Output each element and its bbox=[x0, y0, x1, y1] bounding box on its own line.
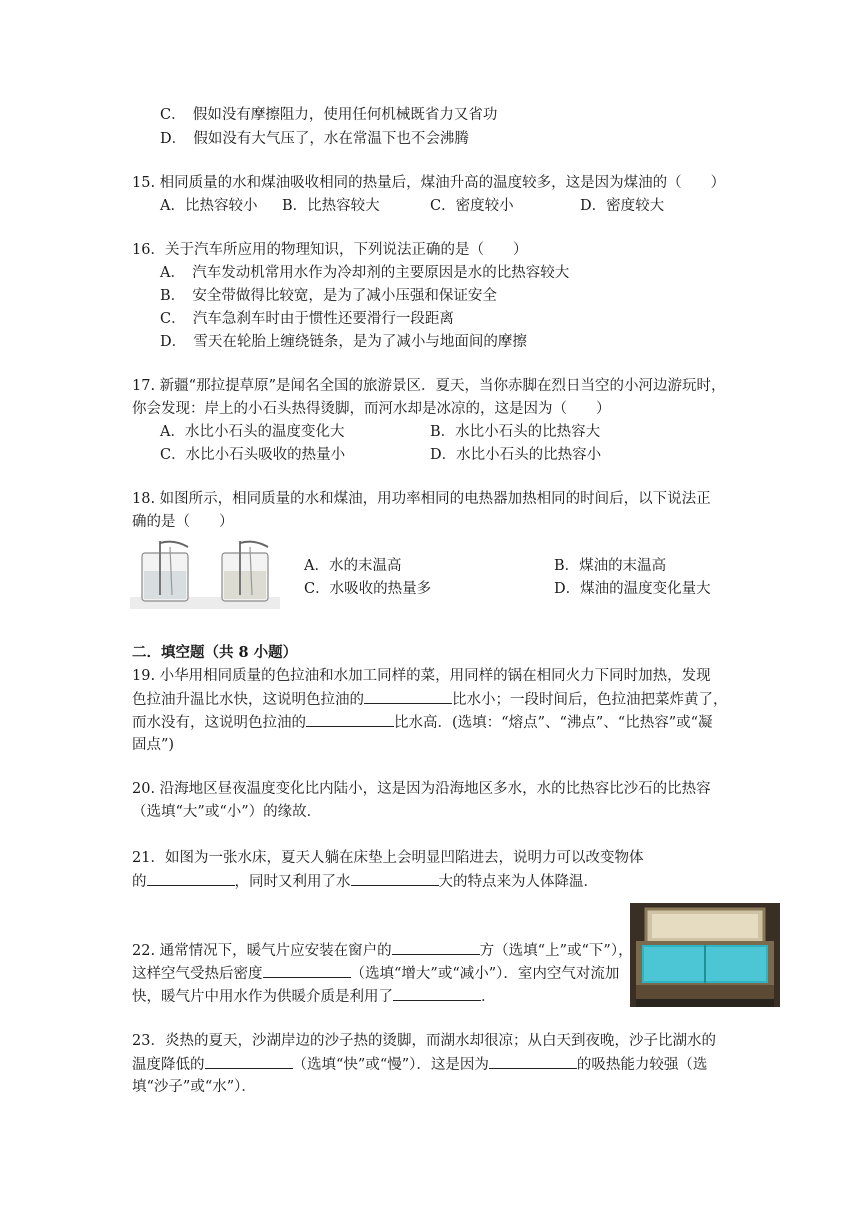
q17-option-b: B．水比小石头的比热容大 bbox=[430, 424, 601, 440]
q22-line2-b: （选填“增大”或“减小”）．室内空气对流加 bbox=[350, 966, 620, 982]
q19-line3-b: 比水高．(选填：“熔点”、“沸点”、“比热容”或“凝 bbox=[394, 715, 713, 731]
q23-line2-a: 温度降低的 bbox=[132, 1057, 205, 1073]
q19-blank-1[interactable] bbox=[364, 689, 452, 704]
q22-blank-2[interactable] bbox=[263, 963, 351, 978]
q22-blank-1[interactable] bbox=[392, 940, 480, 955]
q22-line3 bbox=[132, 986, 496, 1007]
q23-line2 bbox=[132, 1054, 707, 1075]
q17-option-d: D．水比小石头的比热容小 bbox=[430, 447, 602, 463]
q16-option-a: A． 汽车发动机常用水作为冷却剂的主要原因是水的比热容较大 bbox=[160, 265, 570, 281]
q23-line2-b: （选填“快”或“慢”）．这是因为 bbox=[292, 1057, 489, 1073]
q14-option-c: C． 假如没有摩擦阻力，使用任何机械既省力又省功 bbox=[160, 107, 498, 123]
section-2-title: 二．填空题（共 8 小题） bbox=[132, 644, 298, 661]
q15-option-a: A．比热容较小 bbox=[160, 198, 258, 214]
q17-stem-line2: 你会发现：岸上的小石头热得烫脚，而河水却是冰凉的，这是因为（ ） bbox=[132, 401, 611, 417]
q19-line3 bbox=[132, 712, 713, 733]
q16-option-d: D． 雪天在轮胎上缠绕链条，是为了减小与地面间的摩擦 bbox=[160, 334, 527, 350]
q18-option-b: B．煤油的末温高 bbox=[554, 558, 667, 574]
q16-option-c: C． 汽车急刹车时由于惯性还要滑行一段距离 bbox=[160, 311, 454, 327]
q15-option-d: D．密度较大 bbox=[580, 198, 665, 214]
q16-stem: 16．关于汽车所应用的物理知识，下列说法正确的是（ ） bbox=[132, 242, 528, 258]
q22-line1 bbox=[132, 940, 633, 961]
q19-line2 bbox=[132, 689, 728, 710]
q17-stem-line1: 17. 新疆“那拉提草原”是闻名全国的旅游景区．夏天，当你赤脚在烈日当空的小河边游玩时， bbox=[132, 378, 726, 394]
q19-line1: 19. 小华用相同质量的色拉油和水加工同样的菜，用同样的锅在相同火力下同时加热，发现 bbox=[132, 668, 711, 684]
q14-option-d: D． 假如没有大气压了，水在常温下也不会沸腾 bbox=[160, 131, 469, 147]
q21-line2-a: 的 bbox=[132, 874, 147, 890]
oil-beaker bbox=[222, 541, 268, 601]
q22-line3-b: ． bbox=[481, 989, 496, 1005]
water-bed-illustration bbox=[630, 903, 780, 1007]
q21-line1: 21．如图为一张水床，夏天人躺在床垫上会明显凹陷进去，说明力可以改变物体 bbox=[132, 850, 644, 866]
q23-line2-c: 的吸热能力较强（选 bbox=[576, 1057, 708, 1073]
q19-line2-b: 比水小；一段时间后，色拉油把菜炸黄了， bbox=[452, 692, 728, 708]
q22-blank-3[interactable] bbox=[393, 986, 481, 1001]
q18-option-c: C．水吸收的热量多 bbox=[304, 581, 432, 597]
q19-blank-2[interactable] bbox=[306, 712, 394, 727]
q19-line4: 固点”) bbox=[132, 737, 175, 753]
q21-line2 bbox=[132, 871, 598, 892]
q15-option-c: C．密度较小 bbox=[430, 198, 514, 214]
beakers-illustration bbox=[130, 537, 280, 609]
q23-blank-2[interactable] bbox=[489, 1054, 577, 1069]
q22-line2-a: 这样空气受热后密度 bbox=[132, 966, 263, 982]
q22-line3-a: 快，暖气片中用水作为供暖介质是利用了 bbox=[132, 989, 393, 1005]
q20-line2: （选填“大”或“小”）的缘故． bbox=[132, 804, 322, 820]
q22-line1-a: 22. 通常情况下，暖气片应安装在窗户的 bbox=[132, 943, 392, 959]
q18-stem-line1: 18. 如图所示，相同质量的水和煤油，用功率相同的电热器加热相同的时间后，以下说法正 bbox=[132, 491, 711, 507]
q17-option-a: A．水比小石头的温度变化大 bbox=[160, 424, 345, 440]
q21-line2-b: ，同时又利用了水 bbox=[234, 874, 351, 890]
q21-blank-1[interactable] bbox=[147, 871, 235, 886]
q19-line2-a: 色拉油升温比水快，这说明色拉油的 bbox=[132, 692, 364, 708]
beakers-figure bbox=[130, 537, 280, 609]
q18-option-a: A．水的末温高 bbox=[304, 558, 402, 574]
q23-line3: 填“沙子”或“水”）． bbox=[132, 1079, 256, 1095]
q15-stem: 15. 相同质量的水和煤油吸收相同的热量后，煤油升高的温度较多，这是因为煤油的（ ） bbox=[132, 175, 726, 191]
q16-option-b: B． 安全带做得比较宽，是为了减小压强和保证安全 bbox=[160, 288, 497, 304]
q18-stem-line2: 确的是（ ） bbox=[132, 514, 234, 530]
q20-line1: 20. 沿海地区昼夜温度变化比内陆小，这是因为沿海地区多水，水的比热容比沙石的比热容 bbox=[132, 781, 711, 797]
q22-line2 bbox=[132, 963, 619, 984]
q19-line3-a: 而水没有，这说明色拉油的 bbox=[132, 715, 306, 731]
water-bed-image bbox=[630, 903, 780, 1007]
q15-option-b: B．比热容较大 bbox=[282, 198, 380, 214]
q23-blank-1[interactable] bbox=[205, 1054, 293, 1069]
water-beaker bbox=[142, 541, 188, 601]
q21-line2-c: 大的特点来为人体降温． bbox=[438, 874, 598, 890]
q21-blank-2[interactable] bbox=[351, 871, 439, 886]
q23-line1: 23．炎热的夏天，沙湖岸边的沙子热的烫脚，而湖水却很凉；从白天到夜晚，沙子比湖水的 bbox=[132, 1033, 716, 1049]
q17-option-c: C．水比小石头吸收的热量小 bbox=[160, 447, 346, 463]
q18-option-d: D．煤油的温度变化量大 bbox=[554, 581, 711, 597]
q22-line1-b: 方（选填“上”或“下”）， bbox=[479, 943, 633, 959]
